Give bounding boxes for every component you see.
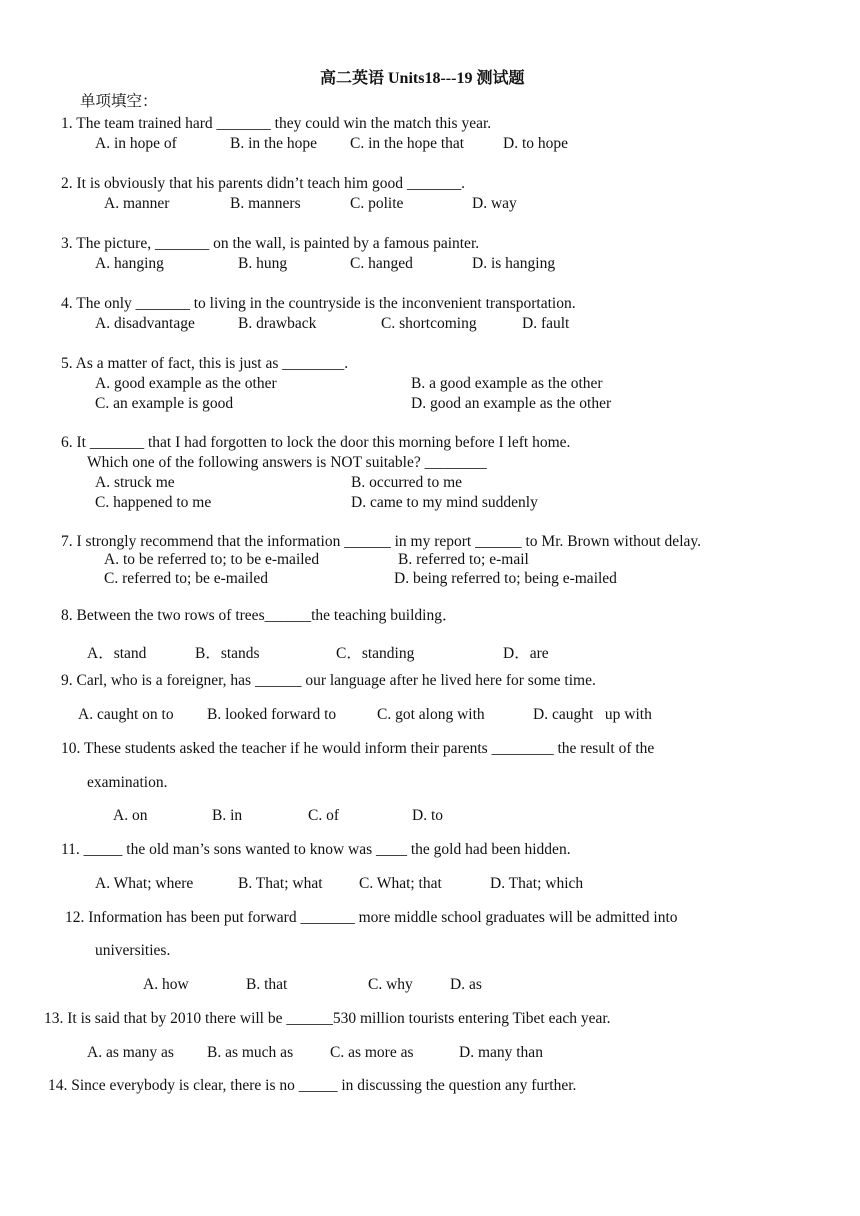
option-c: C. polite <box>350 195 404 212</box>
option-c: C. an example is good <box>95 395 234 412</box>
question-stem: 13. It is said that by 2010 there will be ______530 million tourists entering Tibet each year. <box>44 1010 611 1027</box>
option-d: D. to hope <box>503 135 569 152</box>
option-a: A. how <box>143 976 189 993</box>
question-stem-continued: examination. <box>87 774 168 791</box>
option-b: B. a good example as the other <box>411 375 603 392</box>
option-b: B. as much as <box>207 1044 294 1061</box>
option-c: C. got along with <box>377 706 485 723</box>
question-stem: 11. _____ the old man’s sons wanted to know was ____ the gold had been hidden. <box>61 841 571 858</box>
question-stem: 2. It is obviously that his parents didn’t teach him good _______. <box>61 175 465 192</box>
option-b: B. manners <box>230 195 301 212</box>
page-title: 高二英语 Units18---19 测试题 <box>320 70 525 87</box>
option-d: D. to <box>412 807 443 824</box>
option-a: A. in hope of <box>95 135 177 152</box>
option-c: C. What; that <box>359 875 442 892</box>
option-b: B. That; what <box>238 875 323 892</box>
question-stem: 7. I strongly recommend that the information ______ in my report ______ to Mr. Brown without delay. <box>61 533 701 550</box>
option-a: A. struck me <box>95 474 175 491</box>
option-a: A．stand <box>87 645 147 662</box>
question-stem: 10. These students asked the teacher if he would inform their parents ________ the result of the <box>61 740 655 757</box>
option-c: C．standing <box>336 645 415 662</box>
option-d: D. is hanging <box>472 255 556 272</box>
option-a: A. hanging <box>95 255 164 272</box>
option-b: B. occurred to me <box>351 474 463 491</box>
option-b: B. drawback <box>238 315 317 332</box>
option-a: A. to be referred to; to be e-mailed <box>104 551 320 568</box>
option-c: C. shortcoming <box>381 315 477 332</box>
option-d: D. as <box>450 976 482 993</box>
option-c: C. of <box>308 807 339 824</box>
option-b: B. in the hope <box>230 135 317 152</box>
question-stem: 4. The only _______ to living in the countryside is the inconvenient transportation. <box>61 295 576 312</box>
option-b: B. looked forward to <box>207 706 337 723</box>
question-stem: 14. Since everybody is clear, there is no _____ in discussing the question any further. <box>48 1077 577 1094</box>
question-stem-continued: universities. <box>95 942 171 959</box>
option-b: B. hung <box>238 255 288 272</box>
option-c: C. referred to; be e-mailed <box>104 570 268 587</box>
question-stem: 12. Information has been put forward _______ more middle school graduates will be admitted into <box>65 909 678 926</box>
option-d: D. many than <box>459 1044 543 1061</box>
option-a: A. good example as the other <box>95 375 277 392</box>
option-b: B. that <box>246 976 288 993</box>
question-stem: 8. Between the two rows of trees______the teaching building． <box>61 607 458 624</box>
option-c: C. hanged <box>350 255 413 272</box>
option-a: A. caught on to <box>78 706 174 723</box>
option-b: B. referred to; e-mail <box>398 551 529 568</box>
option-d: D. good an example as the other <box>411 395 612 412</box>
option-a: A. on <box>113 807 148 824</box>
option-c: C. in the hope that <box>350 135 465 152</box>
option-a: A. as many as <box>87 1044 174 1061</box>
section-heading: 单项填空： <box>80 93 158 110</box>
option-c: C. why <box>368 976 413 993</box>
option-d: D. fault <box>522 315 570 332</box>
option-c: C. happened to me <box>95 494 212 511</box>
option-c: C. as more as <box>330 1044 414 1061</box>
option-d: D. That; which <box>490 875 584 892</box>
option-d: D．are <box>503 645 549 662</box>
option-b: B．stands <box>195 645 260 662</box>
question-stem: 3. The picture, _______ on the wall, is painted by a famous painter. <box>61 235 480 252</box>
option-a: A. disadvantage <box>95 315 195 332</box>
option-b: B. in <box>212 807 243 824</box>
option-d: D. way <box>472 195 517 212</box>
question-stem: 6. It _______ that I had forgotten to lock the door this morning before I left home. <box>61 434 571 451</box>
question-stem: 5. As a matter of fact, this is just as ________. <box>61 355 349 372</box>
option-d: D. being referred to; being e-mailed <box>394 570 617 587</box>
option-d: D. came to my mind suddenly <box>351 494 538 511</box>
option-d: D. caught up with <box>533 706 652 723</box>
question-stem: 1. The team trained hard _______ they could win the match this year. <box>61 115 492 132</box>
option-a: A. What; where <box>95 875 194 892</box>
option-a: A. manner <box>104 195 170 212</box>
question-stem-continued: Which one of the following answers is NOT suitable? ________ <box>87 454 487 471</box>
question-stem: 9. Carl, who is a foreigner, has ______ our language after he lived here for some time. <box>61 672 596 689</box>
